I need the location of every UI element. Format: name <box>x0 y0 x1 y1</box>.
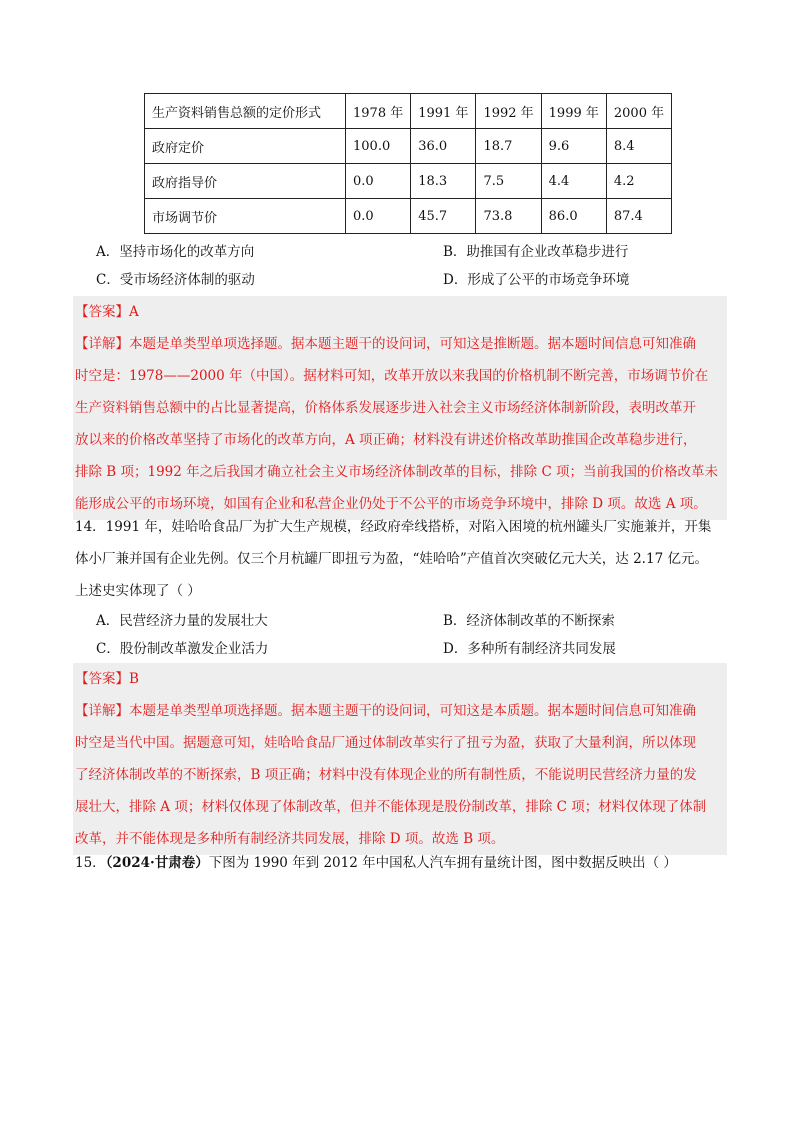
q14-stem-line: 体小厂兼并国有企业先例。仅三个月杭罐厂即扭亏为盈，“娃哈哈”产值首次突破亿元大关，达 2.17 亿元。 <box>75 551 708 567</box>
table-cell: 73.8 <box>476 199 541 234</box>
table-cell: 86.0 <box>541 199 606 234</box>
q14-detail-line: 了经济体制改革的不断探索，B 项正确；材料中没有体现企业的所有制性质，不能说明民营经济力量的发 <box>75 767 697 783</box>
q13-detail-line: 能形成公平的市场环境，如国有企业和私营企业仍处于不公平的市场竞争环境中，排除 D 项。故选 A 项。 <box>75 496 707 512</box>
q14-answer: 【答案】B <box>75 671 139 687</box>
header-cell: 生产资料销售总额的定价形式 <box>145 94 346 129</box>
table-cell: 7.5 <box>476 164 541 199</box>
q13-detail-line: 排除 B 项；1992 年之后我国才确立社会主义市场经济体制改革的目标，排除 C 项；当前我国的价格改革未 <box>75 464 719 480</box>
q14-answer-block <box>73 663 727 855</box>
header-cell: 2000 年 <box>606 94 671 129</box>
table-row <box>145 199 672 234</box>
header-cell: 1978 年 <box>346 94 411 129</box>
table-cell: 100.0 <box>346 129 411 164</box>
q14-stem-line: 14．1991 年，娃哈哈食品厂为扩大生产规模，经政府牵线搭桥，对陷入困境的杭州罐头厂实施兼并，开集 <box>75 519 712 535</box>
q13-answer-block <box>73 296 727 520</box>
q14-option-c[interactable]: C．股份制改革激发企业活力 <box>96 641 269 657</box>
q15-number: 15． <box>75 855 106 871</box>
q13-detail-line: 放以来的价格改革坚持了市场化的改革方向，A 项正确；材料没有讲述价格改革助推国企改革稳步进行， <box>75 432 697 448</box>
q14-option-d[interactable]: D．多种所有制经济共同发展 <box>443 641 616 657</box>
q14-detail-line: 时空是当代中国。据题意可知，娃哈哈食品厂通过体制改革实行了扭亏为盈，获取了大量利润，所以体现 <box>75 735 696 751</box>
q14-detail-line: 【详解】本题是单类型单项选择题。据本题主题干的设问词，可知这是本质题。据本题时间信息可知准确 <box>75 703 696 719</box>
table-cell: 政府指导价 <box>145 164 346 199</box>
table-cell: 政府定价 <box>145 129 346 164</box>
q15-stem <box>75 853 677 873</box>
q13-detail-line: 【详解】本题是单类型单项选择题。据本题主题干的设问词，可知这是推断题。据本题时间信息可知准确 <box>75 336 696 352</box>
q13-option-d[interactable]: D．形成了公平的市场竞争环境 <box>443 272 630 288</box>
q14-detail-line: 展壮大，排除 A 项；材料仅体现了体制改革，但并不能体现是股份制改革，排除 C 项；材料仅体现了体制 <box>75 799 707 815</box>
table-cell: 87.4 <box>606 199 671 234</box>
table-cell: 4.2 <box>606 164 671 199</box>
table-header-row <box>145 94 672 129</box>
q14-detail-line: 改革，并不能体现是多种所有制经济共同发展，排除 D 项。故选 B 项。 <box>75 831 505 847</box>
table-cell: 18.7 <box>476 129 541 164</box>
q14-stem-line: 上述史实体现了（ ） <box>75 583 201 599</box>
q13-option-a[interactable]: A．坚持市场化的改革方向 <box>96 244 255 260</box>
q13-detail-line: 生产资料销售总额中的占比显著提高，价格体系发展逐步进入社会主义市场经济体制新阶段，表明改革开 <box>75 400 696 416</box>
table-cell: 18.3 <box>411 164 476 199</box>
q13-option-b[interactable]: B．助推国有企业改革稳步进行 <box>443 244 629 260</box>
q15-source: （2024·甘肃卷） <box>105 855 209 871</box>
header-cell: 1992 年 <box>476 94 541 129</box>
table-row <box>145 129 672 164</box>
table-row <box>145 164 672 199</box>
q15-stem-text: 下图为 1990 年到 2012 年中国私人汽车拥有量统计图，图中数据反映出（ ） <box>208 855 677 871</box>
table-cell: 4.4 <box>541 164 606 199</box>
table-cell: 8.4 <box>606 129 671 164</box>
table-cell: 0.0 <box>346 164 411 199</box>
table-cell: 45.7 <box>411 199 476 234</box>
q13-answer: 【答案】A <box>75 304 139 320</box>
q14-option-a[interactable]: A．民营经济力量的发展壮大 <box>96 613 268 629</box>
header-cell: 1991 年 <box>411 94 476 129</box>
table-cell: 36.0 <box>411 129 476 164</box>
q13-detail-line: 时空是：1978——2000 年（中国）。据材料可知，改革开放以来我国的价格机制不断完善，市场调节价在 <box>75 368 709 384</box>
pricing-form-table <box>144 93 672 234</box>
q13-option-c[interactable]: C．受市场经济体制的驱动 <box>96 272 255 288</box>
table-cell: 市场调节价 <box>145 199 346 234</box>
table-cell: 9.6 <box>541 129 606 164</box>
q14-option-b[interactable]: B．经济体制改革的不断探索 <box>443 613 615 629</box>
table-cell: 0.0 <box>346 199 411 234</box>
header-cell: 1999 年 <box>541 94 606 129</box>
